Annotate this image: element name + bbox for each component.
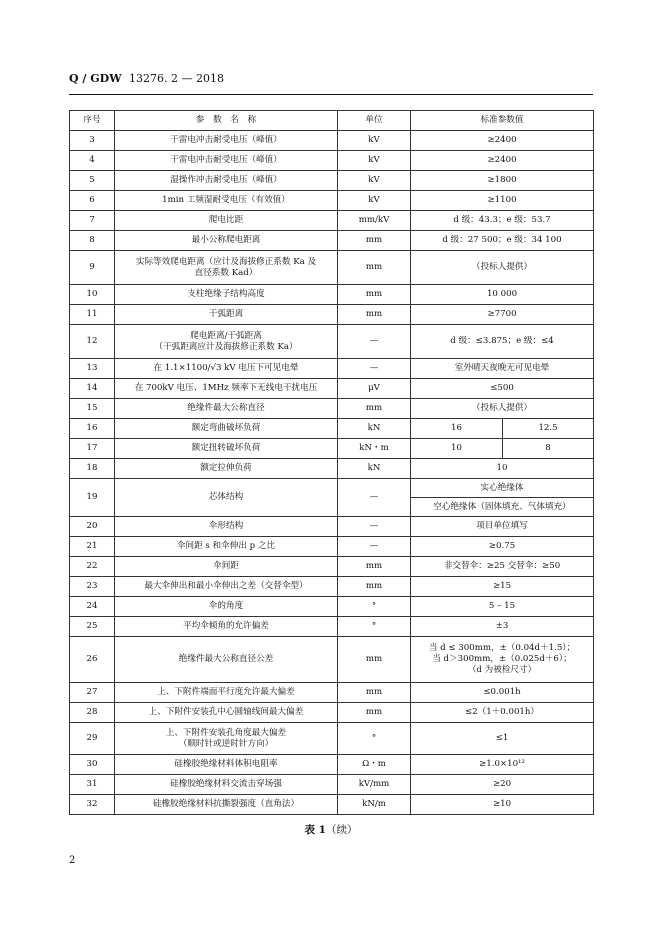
row-no: 5 <box>70 171 115 191</box>
table-row <box>70 419 594 439</box>
row-unit: mm <box>338 305 411 325</box>
row-no: 16 <box>70 419 115 439</box>
row-no: 14 <box>70 379 115 399</box>
row-value: d 级：27 500；e 级：34 100 <box>411 231 594 251</box>
row-param: 伞间距 s 和伞伸出 p 之比 <box>115 537 338 557</box>
row-param <box>115 325 338 359</box>
row-value: ≥20 <box>411 775 594 795</box>
row-no: 15 <box>70 399 115 419</box>
header-unit: 单位 <box>338 111 411 131</box>
row-unit: mm <box>338 577 411 597</box>
row-no: 19 <box>70 479 115 517</box>
row-unit: mm <box>338 399 411 419</box>
row-unit: kN・m <box>338 439 411 459</box>
table-row <box>70 439 594 459</box>
row-param-line: （干弧距离应计及海拔修正系数 Ka） <box>154 341 298 352</box>
row-no: 22 <box>70 557 115 577</box>
row-param-line: 上、下附件安装孔角度最大偏差 <box>165 727 287 738</box>
row-param: 伞形结构 <box>115 517 338 537</box>
row-param: 1min 工频湿耐受电压（有效值） <box>115 191 338 211</box>
row-unit: — <box>338 517 411 537</box>
row-no: 28 <box>70 703 115 723</box>
row-no: 23 <box>70 577 115 597</box>
table-row <box>70 703 594 723</box>
row-unit: mm/kV <box>338 211 411 231</box>
standard-number: 13276. 2 — 2018 <box>129 72 225 85</box>
table-row <box>70 557 594 577</box>
row-unit: Ω・m <box>338 755 411 775</box>
table-row <box>70 171 594 191</box>
row-no: 31 <box>70 775 115 795</box>
row-unit: mm <box>338 557 411 577</box>
row-param: 干雷电冲击耐受电压（峰值） <box>115 131 338 151</box>
row-unit: — <box>338 325 411 359</box>
row-unit: kN/m <box>338 795 411 815</box>
table-row <box>70 479 594 498</box>
row-no: 12 <box>70 325 115 359</box>
row-param: 硅橡胶绝缘材料抗撕裂强度（直角法） <box>115 795 338 815</box>
row-param: 最大伞伸出和最小伞伸出之差（交替伞型） <box>115 577 338 597</box>
row-value-a: 10 <box>411 439 503 459</box>
table-row <box>70 379 594 399</box>
row-value: ±3 <box>411 617 594 637</box>
row-value: ≥1.0×10¹² <box>411 755 594 775</box>
row-unit: mm <box>338 231 411 251</box>
row-param: 上、下附件安装孔中心圆轴线间最大偏差 <box>115 703 338 723</box>
table-row <box>70 151 594 171</box>
row-param: 额定弯曲破坏负荷 <box>115 419 338 439</box>
table-row <box>70 723 594 755</box>
row-value: ≥2400 <box>411 131 594 151</box>
row-param: 绝缘件最大公称直径公差 <box>115 637 338 683</box>
row-param: 干雷电冲击耐受电压（峰值） <box>115 151 338 171</box>
row-param: 绝缘件最大公称直径 <box>115 399 338 419</box>
caption-label: 表 1 <box>304 824 326 836</box>
row-value: d 级：≤3.875；e 级：≤4 <box>411 325 594 359</box>
row-unit: kN <box>338 419 411 439</box>
row-value: ≥15 <box>411 577 594 597</box>
row-no: 11 <box>70 305 115 325</box>
row-unit: mm <box>338 683 411 703</box>
row-no: 24 <box>70 597 115 617</box>
row-value: ≥10 <box>411 795 594 815</box>
standard-code: Q / GDW <box>69 72 122 85</box>
row-param: 伞的角度 <box>115 597 338 617</box>
row-param-line: 爬电距离/干弧距离 <box>190 330 262 341</box>
row-param: 湿操作冲击耐受电压（峰值） <box>115 171 338 191</box>
row-value <box>411 637 594 683</box>
row-value: ≤0.001h <box>411 683 594 703</box>
row-param: 伞间距 <box>115 557 338 577</box>
row-value: ≥1800 <box>411 171 594 191</box>
row-param: 平均伞倾角的允许偏差 <box>115 617 338 637</box>
header-param: 参 数 名 称 <box>115 111 338 131</box>
row-param: 上、下附件端面平行度允许最大偏差 <box>115 683 338 703</box>
table-row <box>70 617 594 637</box>
row-unit: — <box>338 479 411 517</box>
row-param-line: （顺时针或逆时针方向） <box>178 738 274 749</box>
row-unit: kV <box>338 171 411 191</box>
row-no: 30 <box>70 755 115 775</box>
row-no: 32 <box>70 795 115 815</box>
table-row <box>70 683 594 703</box>
header-value: 标准参数值 <box>411 111 594 131</box>
row-value-line: 当 d ≤ 300mm，±（0.04d＋1.5）； <box>428 643 576 653</box>
row-param: 在 700kV 电压、1MHz 频率下无线电干扰电压 <box>115 379 338 399</box>
row-value: 5 – 15 <box>411 597 594 617</box>
header-rule <box>69 94 593 95</box>
row-value: 10 <box>411 459 594 479</box>
row-value: 室外晴天夜晚无可见电晕 <box>411 359 594 379</box>
row-no: 17 <box>70 439 115 459</box>
row-value: ≥0.75 <box>411 537 594 557</box>
row-unit: kV <box>338 151 411 171</box>
table-row <box>70 597 594 617</box>
table-row <box>70 359 594 379</box>
row-value-line: 当 d＞300mm，±（0.025d＋6）； <box>432 654 572 664</box>
table-row <box>70 755 594 775</box>
row-unit: μV <box>338 379 411 399</box>
row-no: 21 <box>70 537 115 557</box>
row-value-b: 12.5 <box>503 419 594 439</box>
row-no: 18 <box>70 459 115 479</box>
row-no: 9 <box>70 251 115 285</box>
row-param: 额定扭转破坏负荷 <box>115 439 338 459</box>
row-param <box>115 723 338 755</box>
row-value-hollow: 空心绝缘体（固体填充、气体填充） <box>411 498 594 517</box>
row-unit: — <box>338 359 411 379</box>
row-unit: ° <box>338 597 411 617</box>
row-param: 硅橡胶绝缘材料交流击穿场强 <box>115 775 338 795</box>
table-row <box>70 577 594 597</box>
table-row <box>70 459 594 479</box>
table-row <box>70 795 594 815</box>
row-value: ≥7700 <box>411 305 594 325</box>
row-param <box>115 251 338 285</box>
row-value: ≥1100 <box>411 191 594 211</box>
row-param: 最小公称爬电距离 <box>115 231 338 251</box>
row-unit: mm <box>338 703 411 723</box>
row-unit: ° <box>338 723 411 755</box>
table-row <box>70 211 594 231</box>
row-no: 29 <box>70 723 115 755</box>
row-no: 3 <box>70 131 115 151</box>
row-unit: mm <box>338 251 411 285</box>
table-row <box>70 517 594 537</box>
row-value-line: （d 为被检尺寸） <box>467 665 537 675</box>
document-header <box>69 72 224 85</box>
row-value: （投标人提供） <box>411 251 594 285</box>
row-unit: mm <box>338 637 411 683</box>
row-no: 13 <box>70 359 115 379</box>
page-number: 2 <box>69 855 76 866</box>
row-unit: — <box>338 537 411 557</box>
row-value: ≤500 <box>411 379 594 399</box>
row-param: 干弧距离 <box>115 305 338 325</box>
row-no: 6 <box>70 191 115 211</box>
header-no: 序号 <box>70 111 115 131</box>
row-param: 额定拉伸负荷 <box>115 459 338 479</box>
row-param: 爬电比距 <box>115 211 338 231</box>
row-value-b: 8 <box>503 439 594 459</box>
row-value: 非交替伞：≥25 交替伞：≥50 <box>411 557 594 577</box>
row-no: 4 <box>70 151 115 171</box>
caption-suffix: （续） <box>325 824 358 836</box>
row-param-line: 实际等效爬电距离（应计及海拔修正系数 Ka 及 <box>135 256 317 267</box>
parameter-table <box>69 110 594 815</box>
row-no: 10 <box>70 285 115 305</box>
table-row <box>70 131 594 151</box>
row-value-a: 16 <box>411 419 503 439</box>
row-param-line: 直径系数 Kad） <box>194 267 258 278</box>
row-no: 25 <box>70 617 115 637</box>
row-no: 20 <box>70 517 115 537</box>
table-row <box>70 775 594 795</box>
row-value: d 级：43.3；e 级：53.7 <box>411 211 594 231</box>
row-param: 支柱绝缘子结构高度 <box>115 285 338 305</box>
table-row <box>70 251 594 285</box>
row-param: 在 1.1×1100/√3 kV 电压下可见电晕 <box>115 359 338 379</box>
row-no: 7 <box>70 211 115 231</box>
row-value: ≤1 <box>411 723 594 755</box>
row-no: 26 <box>70 637 115 683</box>
table-row <box>70 191 594 211</box>
table-caption <box>0 822 662 837</box>
row-unit: mm <box>338 285 411 305</box>
row-param: 芯体结构 <box>115 479 338 517</box>
row-value: 10 000 <box>411 285 594 305</box>
table-row <box>70 285 594 305</box>
table-row <box>70 537 594 557</box>
row-unit: kV/mm <box>338 775 411 795</box>
row-unit: kV <box>338 131 411 151</box>
table-row <box>70 637 594 683</box>
table-row <box>70 325 594 359</box>
row-value-solid: 实心绝缘体 <box>411 479 594 498</box>
table-row <box>70 305 594 325</box>
row-value: ≥2400 <box>411 151 594 171</box>
table-row <box>70 399 594 419</box>
table-header-row <box>70 111 594 131</box>
row-value: ≤2（1＋0.001h） <box>411 703 594 723</box>
row-unit: kV <box>338 191 411 211</box>
table-row <box>70 231 594 251</box>
row-no: 27 <box>70 683 115 703</box>
row-unit: kN <box>338 459 411 479</box>
row-value: 项目单位填写 <box>411 517 594 537</box>
row-param: 硅橡胶绝缘材料体积电阻率 <box>115 755 338 775</box>
row-value: （投标人提供） <box>411 399 594 419</box>
row-unit: ° <box>338 617 411 637</box>
row-no: 8 <box>70 231 115 251</box>
